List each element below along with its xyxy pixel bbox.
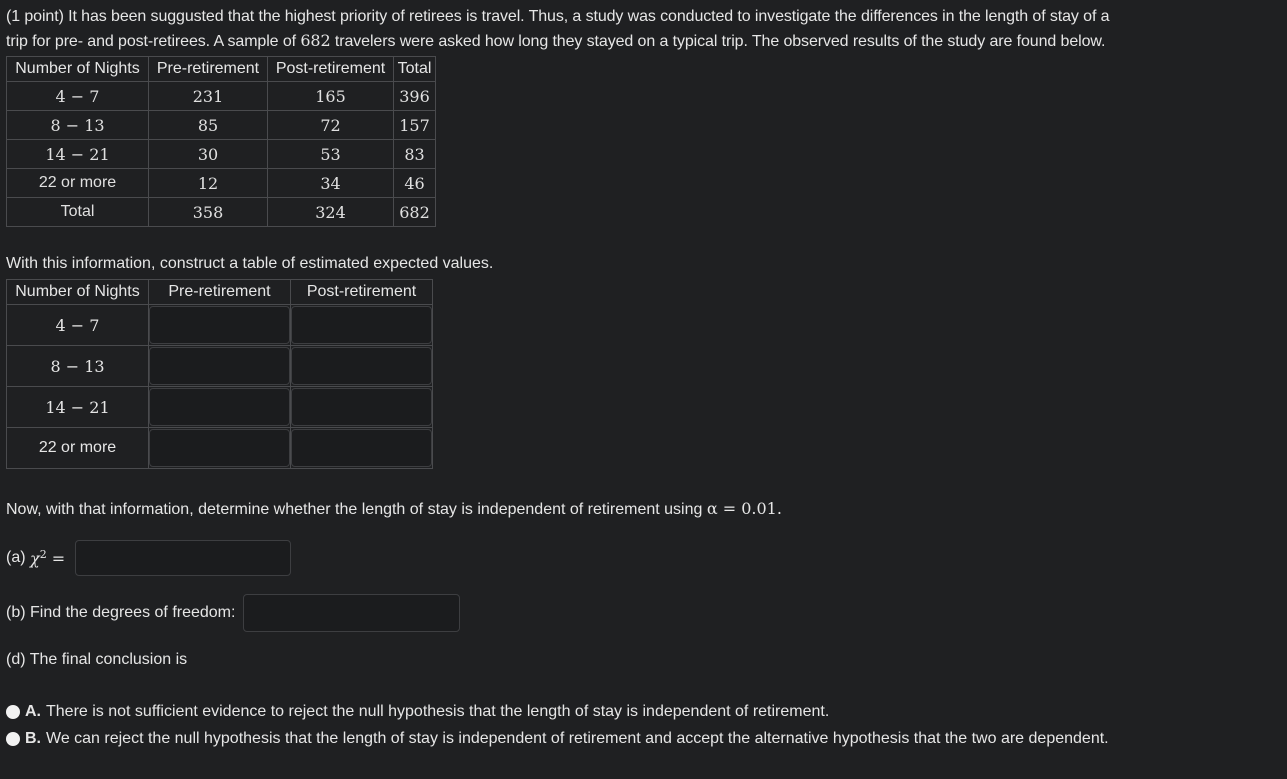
pre-count: 358 (149, 198, 268, 227)
expected-post-input[interactable] (291, 347, 432, 385)
part-d-label: (d) The final conclusion is (6, 651, 188, 668)
post-count: 72 (268, 111, 394, 140)
part-a (6, 540, 291, 576)
observed-table (6, 56, 436, 227)
chi-superscript: 2 (39, 547, 47, 561)
option-b-letter: B. (25, 730, 41, 747)
expected-post-input[interactable] (291, 306, 432, 344)
chi-equals: = (46, 548, 66, 568)
row-label: 8 − 13 (7, 346, 149, 387)
expected-header-row (7, 280, 433, 305)
expected-post-cell (291, 305, 433, 346)
intro-line-1: (1 point) It has been suggusted that the highest priority of retirees is travel. Thus, a study was conducted to investigate the differences in the length of stay of a (6, 8, 1110, 25)
expected-pre-cell (149, 428, 291, 469)
post-count: 34 (268, 169, 394, 198)
table-row (7, 111, 436, 140)
row-label: 22 or more (7, 428, 149, 469)
observed-header-post: Post-retirement (268, 57, 394, 82)
row-total: 396 (394, 82, 436, 111)
expected-pre-input[interactable] (149, 388, 290, 426)
post-count: 53 (268, 140, 394, 169)
row-total: 83 (394, 140, 436, 169)
radio-a[interactable] (6, 705, 20, 719)
expected-post-input[interactable] (291, 388, 432, 426)
intro-line-2 (6, 29, 1281, 54)
expected-pre-input[interactable] (149, 429, 290, 467)
expected-pre-cell (149, 305, 291, 346)
option-a-letter: A. (25, 703, 41, 720)
pre-count: 85 (149, 111, 268, 140)
observed-header-pre: Pre-retirement (149, 57, 268, 82)
row-label: 14 − 21 (7, 387, 149, 428)
expected-instruction: With this information, construct a table of estimated expected values. (6, 255, 494, 272)
expected-post-cell (291, 428, 433, 469)
option-b[interactable] (6, 730, 1109, 748)
observed-header-nights: Number of Nights (7, 57, 149, 82)
expected-pre-input[interactable] (149, 306, 290, 344)
chi-square-input[interactable] (75, 540, 291, 576)
row-label: Total (7, 198, 149, 227)
post-count: 165 (268, 82, 394, 111)
pre-count: 231 (149, 82, 268, 111)
table-row (7, 169, 436, 198)
table-row (7, 346, 433, 387)
post-count: 324 (268, 198, 394, 227)
part-b (6, 594, 460, 632)
table-row (7, 140, 436, 169)
option-b-text: We can reject the null hypothesis that the length of stay is independent of retirement and accept the alternative hypothesis that the two are dependent. (46, 730, 1109, 747)
intro-line-2-start: trip for pre- and post-retirees. A sample of (6, 33, 301, 50)
row-total: 682 (394, 198, 436, 227)
expected-post-input[interactable] (291, 429, 432, 467)
expected-header-post: Post-retirement (291, 280, 433, 305)
pre-count: 12 (149, 169, 268, 198)
row-label: 4 − 7 (7, 305, 149, 346)
expected-header-pre: Pre-retirement (149, 280, 291, 305)
table-row (7, 198, 436, 227)
table-row (7, 82, 436, 111)
intro-line-2-end: travelers were asked how long they stayed on a typical trip. The observed results of the study are found below. (330, 33, 1106, 50)
observed-header-total: Total (394, 57, 436, 82)
row-total: 157 (394, 111, 436, 140)
alpha-expression: α = 0.01. (706, 499, 782, 518)
sample-size: 682 (300, 31, 331, 50)
radio-b[interactable] (6, 732, 20, 746)
table-row (7, 387, 433, 428)
row-label: 4 − 7 (7, 82, 149, 111)
part-b-label: (b) Find the degrees of freedom: (6, 604, 236, 621)
option-a-text: There is not sufficient evidence to reject the null hypothesis that the length of stay is independent of retirement. (46, 703, 830, 720)
pre-count: 30 (149, 140, 268, 169)
expected-header-nights: Number of Nights (7, 280, 149, 305)
table-row (7, 428, 433, 469)
table-row (7, 305, 433, 346)
expected-pre-cell (149, 387, 291, 428)
expected-post-cell (291, 387, 433, 428)
degrees-of-freedom-input[interactable] (243, 594, 460, 632)
row-label: 14 − 21 (7, 140, 149, 169)
expected-table (6, 279, 433, 469)
part-a-prefix: (a) (6, 549, 30, 566)
expected-pre-input[interactable] (149, 347, 290, 385)
expected-pre-cell (149, 346, 291, 387)
row-total: 46 (394, 169, 436, 198)
expected-post-cell (291, 346, 433, 387)
independence-instruction (6, 499, 782, 519)
problem-intro (6, 5, 1281, 54)
row-label: 22 or more (7, 169, 149, 198)
observed-header-row (7, 57, 436, 82)
row-label: 8 − 13 (7, 111, 149, 140)
chi-symbol: χ (30, 548, 40, 568)
independence-text: Now, with that information, determine whether the length of stay is independent of retirement using (6, 501, 707, 518)
option-a[interactable] (6, 703, 829, 721)
